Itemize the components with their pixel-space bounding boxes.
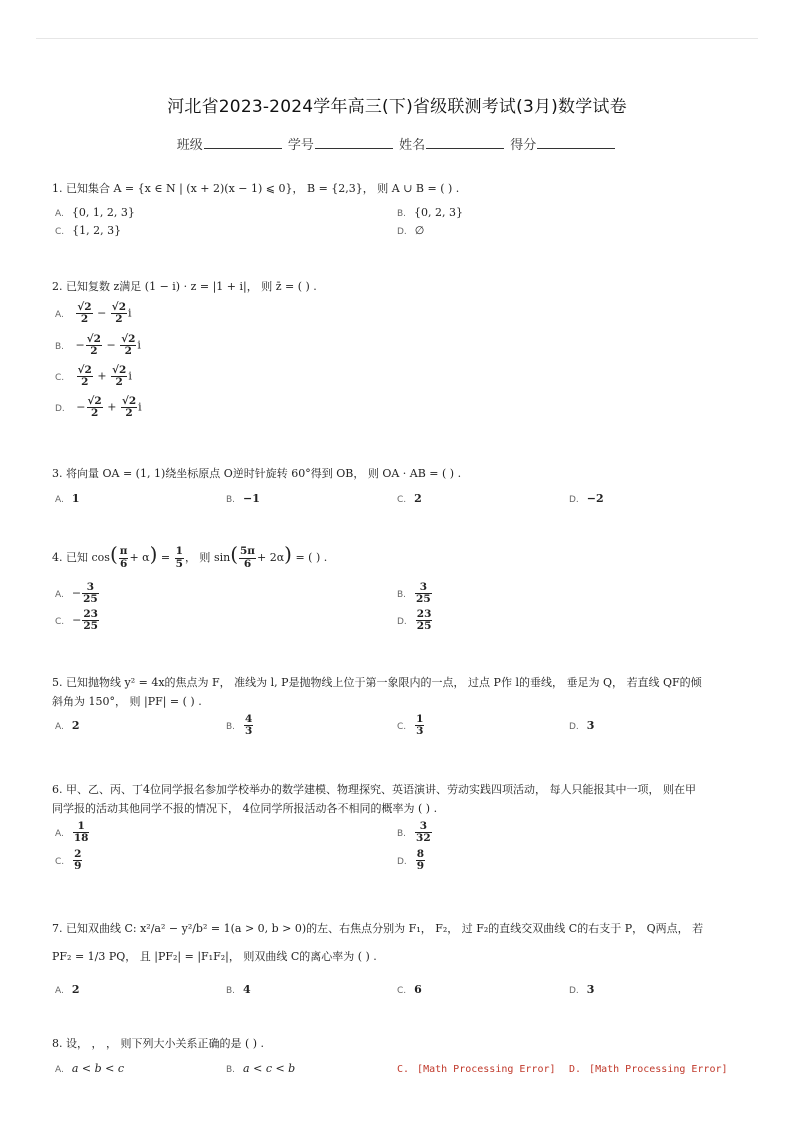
question-7-stem-line-1: 7. 已知双曲线 C: x²/a² − y²/b² = 1(a > 0, b > 0)的左、右焦点分别为 F₁， F₂， 过 F₂的直线交双曲线 C的右支于 P， Q两点， 若 xyxy=(52,922,704,935)
question-8-option-a: A. a < b < c xyxy=(55,1062,125,1075)
question-2-option-d: D. − $\frac{√2}{2}$ + $\frac{√2}{2}$ i xyxy=(55,395,142,420)
question-4-option-d: D. $\frac{23}{25}$ xyxy=(397,608,432,633)
question-1-option-d: D. ∅ xyxy=(397,224,425,237)
class-blank[interactable] xyxy=(204,138,282,149)
question-8-option-b: B. a < c < b xyxy=(226,1062,296,1075)
question-8-option-d: D. [Math Processing Error] xyxy=(569,1064,728,1075)
question-3-option-c: C. 2 xyxy=(397,492,422,505)
question-7-option-b: B. 4 xyxy=(226,983,251,996)
question-7-option-a: A. 2 xyxy=(55,983,80,996)
question-1-stem: 1. 已知集合 A = {x ∈ N | (x + 2)(x − 1) ⩽ 0}， B = {2,3}， 则 A ∪ B = ( ) . xyxy=(52,182,460,195)
question-7-option-d: D. 3 xyxy=(569,983,595,996)
name-label: 姓名 xyxy=(399,138,426,153)
question-3-option-d: D. −2 xyxy=(569,492,604,505)
question-8-stem: 8. 设， ， ， 则下列大小关系正确的是 ( ) . xyxy=(52,1037,265,1050)
question-2-option-a: A. $\frac{√2}{2}$ − $\frac{√2}{2}$ i xyxy=(55,301,132,326)
question-2-option-b: B. − $\frac{√2}{2}$ − $\frac{√2}{2}$ i xyxy=(55,333,141,358)
question-6-option-a: A. $\frac{1}{18}$ xyxy=(55,820,89,845)
id-label: 学号 xyxy=(287,138,314,153)
question-6-stem-line-1: 6. 甲、乙、丙、丁4位同学报名参加学校举办的数学建模、物理探究、英语演讲、劳动实践四项活动， 每人只能报其中一项， 则在甲 xyxy=(52,783,696,796)
question-6-option-b: B. $\frac{3}{32}$ xyxy=(397,820,431,845)
question-5-stem-line-1: 5. 已知抛物线 y² = 4x的焦点为 F， 准线为 l, P是抛物线上位于第一象限内的一点， 过点 P作 l的垂线， 垂足为 Q， 若直线 QF的倾 xyxy=(52,676,702,689)
question-8-option-c: C. [Math Processing Error] xyxy=(397,1064,556,1075)
header-divider xyxy=(36,38,758,39)
student-info-line xyxy=(0,134,794,153)
question-3-option-b: B. −1 xyxy=(226,492,260,505)
question-7-option-c: C. 6 xyxy=(397,983,422,996)
question-3-option-a: A. 1 xyxy=(55,492,80,505)
question-4-option-c: C. − $\frac{23}{25}$ xyxy=(55,608,98,633)
question-4-option-a: A. − $\frac{3}{25}$ xyxy=(55,581,98,606)
question-2-option-c: C. $\frac{√2}{2}$ + $\frac{√2}{2}$ i xyxy=(55,364,132,389)
question-3-stem: 3. 将向量 OA = (1, 1)绕坐标原点 O逆时针旋转 60°得到 OB， 则 OA · AB = ( ) . xyxy=(52,467,462,480)
question-5-option-a: A. 2 xyxy=(55,719,80,732)
id-blank[interactable] xyxy=(315,138,393,149)
question-4-option-b: B. $\frac{3}{25}$ xyxy=(397,581,431,606)
class-label: 班级 xyxy=(176,138,203,153)
page-title: 河北省2023-2024学年高三(下)省级联测考试(3月)数学试卷 xyxy=(167,97,627,117)
score-blank[interactable] xyxy=(537,138,615,149)
question-6-stem-line-2: 同学报的活动其他同学不报的情况下， 4位同学所报活动各不相同的概率为 ( ) . xyxy=(52,802,438,815)
question-4-stem: 4. 已知 cos( $\frac{\pi}{6}$ + α) = $\frac{1}{5}$ ， 则 sin( $\frac{5\pi}{6}$ + 2α) = ( ) . xyxy=(52,542,328,570)
question-5-option-d: D. 3 xyxy=(569,719,595,732)
question-5-stem-line-2: 斜角为 150°， 则 |PF| = ( ) . xyxy=(52,695,202,708)
question-6-option-d: D. $\frac{8}{9}$ xyxy=(397,848,425,873)
question-5-option-b: B. $\frac{4}{3}$ xyxy=(226,713,253,738)
question-6-option-c: C. $\frac{2}{9}$ xyxy=(55,848,82,873)
question-1-option-c: C. {1, 2, 3} xyxy=(55,224,122,237)
question-5-option-c: C. $\frac{1}{3}$ xyxy=(397,713,424,738)
question-7-stem-line-2: PF₂ = 1/3 PQ， 且 |PF₂| = |F₁F₂|， 则双曲线 C的离心率为 ( ) . xyxy=(52,950,377,963)
name-blank[interactable] xyxy=(426,138,504,149)
score-label: 得分 xyxy=(510,138,537,153)
question-1-option-a: A. {0, 1, 2, 3} xyxy=(55,206,135,219)
question-2-stem: 2. 已知复数 z满足 (1 − i) · z = |1 + i|， 则 z̄ = ( ) . xyxy=(52,280,317,293)
question-1-option-b: B. {0, 2, 3} xyxy=(397,206,464,219)
